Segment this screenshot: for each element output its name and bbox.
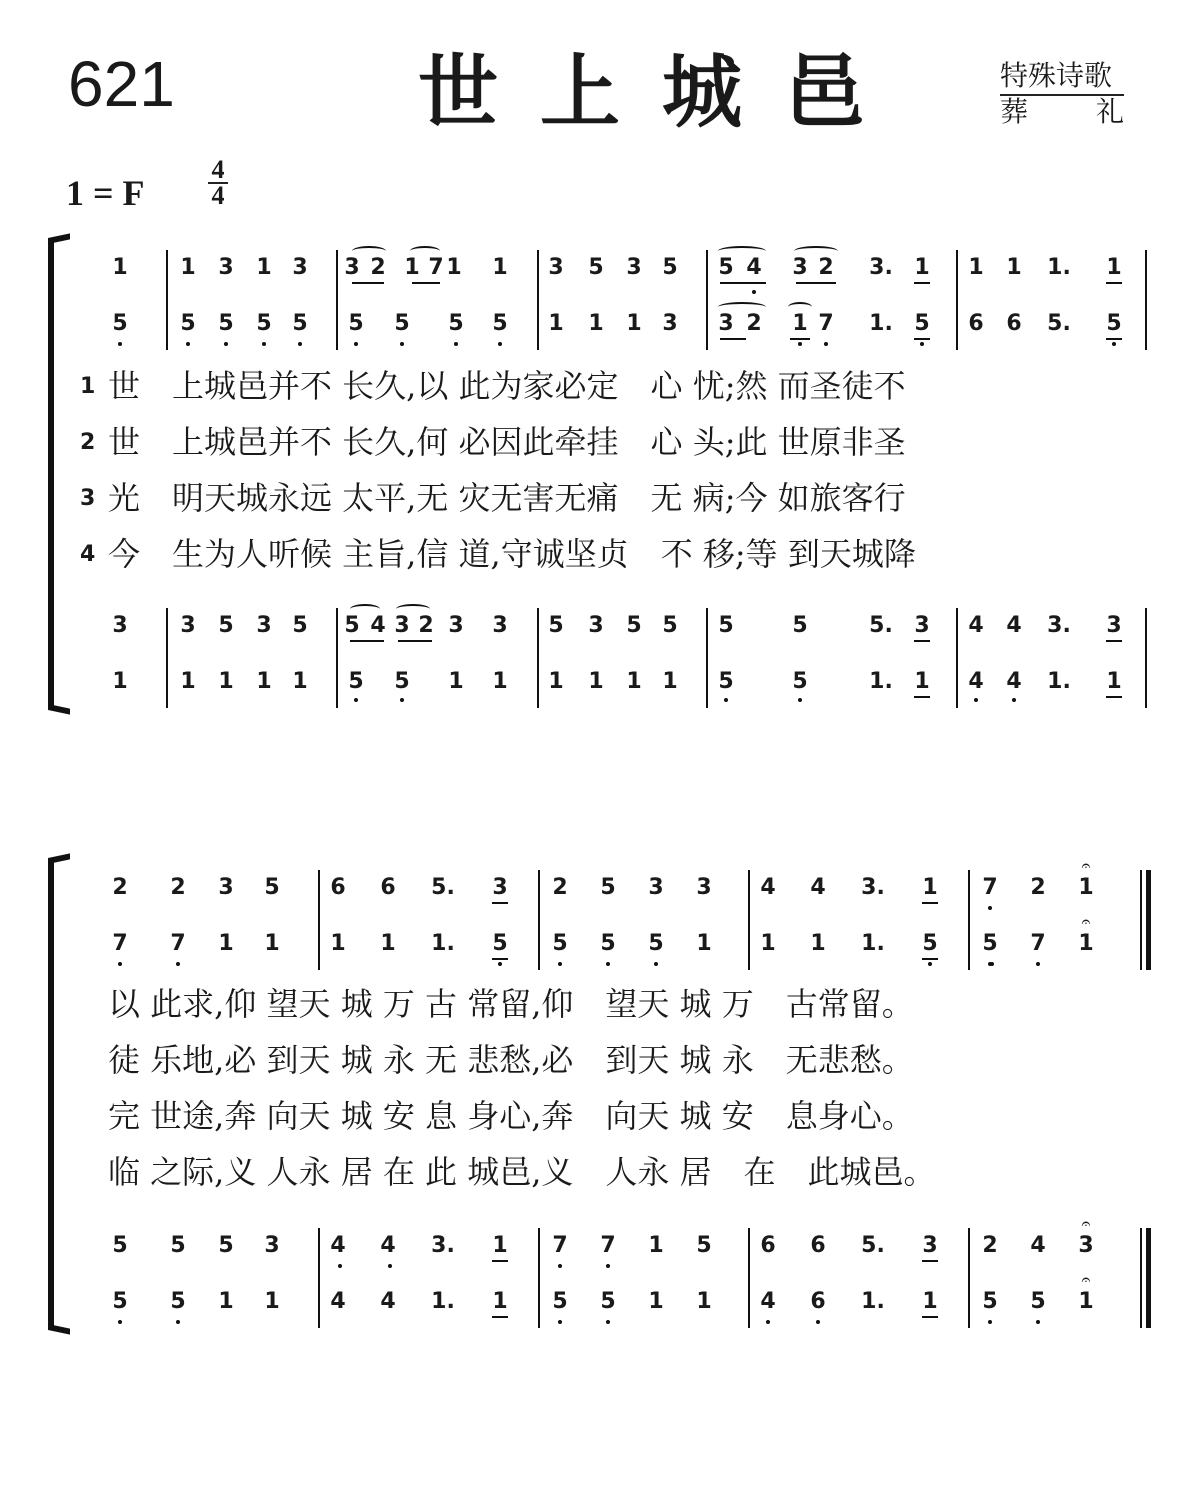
octave-dot (354, 698, 358, 702)
note: 3 (180, 613, 196, 638)
octave-dot (752, 290, 756, 294)
octave-dot (990, 962, 994, 966)
note: 5 (600, 1289, 616, 1314)
note: 4 (330, 1289, 346, 1314)
lyric-line: 以 此求,仰 望天 城 万 古 常留,仰 望天 城 万 古常留。 (108, 985, 914, 1023)
eighth-underline (922, 958, 938, 960)
note: 3 (264, 1233, 280, 1258)
note: 3. (1047, 613, 1071, 638)
note: 5 (448, 311, 464, 336)
octave-dot (298, 342, 302, 346)
note: 5 (170, 1233, 186, 1258)
note: 3. (869, 255, 893, 280)
octave-dot (118, 342, 122, 346)
time-signature (208, 155, 228, 210)
note: 2 (1030, 875, 1046, 900)
note: 3 (662, 311, 678, 336)
note: 5 (170, 1289, 186, 1314)
barline (318, 870, 320, 970)
note: 5 (552, 931, 568, 956)
octave-dot (988, 1320, 992, 1324)
note: 1 (264, 1289, 280, 1314)
hymn-title: 世上城邑 (418, 45, 906, 139)
eighth-underline (720, 282, 766, 284)
octave-dot (974, 698, 978, 702)
note: 5 (1030, 1289, 1046, 1314)
note: 3 (718, 311, 734, 336)
note: 5 (112, 1233, 128, 1258)
note: 3 (394, 613, 410, 638)
note: 5. (861, 1233, 885, 1258)
eighth-underline (352, 282, 384, 284)
note: 1 (648, 1233, 664, 1258)
note: 4 (330, 1233, 346, 1258)
barline (166, 250, 168, 350)
note: 3 (344, 255, 360, 280)
note: 1 (492, 255, 508, 280)
octave-dot (558, 1320, 562, 1324)
note: 5 (264, 875, 280, 900)
barline (537, 250, 539, 350)
note: 1 (922, 1289, 938, 1314)
note: 6 (810, 1289, 826, 1314)
eighth-underline (492, 902, 508, 904)
lyric-line: 世 上城邑并不 长久,何 必因此牵挂 心 头;此 世原非圣 (108, 423, 906, 461)
note: 4 (968, 613, 984, 638)
barline (538, 1228, 540, 1328)
verse-number: 4 (80, 542, 96, 567)
note: 1 (914, 669, 930, 694)
eighth-underline (492, 958, 508, 960)
note: 7 (1030, 931, 1046, 956)
barline (956, 608, 958, 708)
eighth-underline (790, 338, 810, 340)
note: 5 (718, 613, 734, 638)
note: 3 (492, 613, 508, 638)
octave-dot (1112, 342, 1116, 346)
note: 1 (1078, 931, 1094, 956)
slur-icon (350, 604, 380, 614)
note: 3 (914, 613, 930, 638)
note: 1 (662, 669, 678, 694)
note: 1 (380, 931, 396, 956)
octave-dot (338, 1264, 342, 1268)
note: 1 (810, 931, 826, 956)
octave-dot (498, 962, 502, 966)
lyric-line: 光 明天城永远 太平,无 灾无害无痛 无 病;今 如旅客行 (108, 479, 906, 517)
slur-icon (794, 246, 838, 256)
octave-dot (798, 342, 802, 346)
octave-dot (354, 342, 358, 346)
note: 5 (394, 311, 410, 336)
slur-icon (352, 246, 386, 256)
note: 5 (218, 613, 234, 638)
note: 1 (696, 931, 712, 956)
note: 2 (982, 1233, 998, 1258)
barline (318, 1228, 320, 1328)
octave-dot (606, 1264, 610, 1268)
eighth-underline (796, 282, 836, 284)
barline (1140, 1228, 1142, 1328)
eighth-underline (398, 640, 432, 642)
note: 5 (256, 311, 272, 336)
octave-dot (654, 962, 658, 966)
eighth-underline (1106, 696, 1122, 698)
eighth-underline (1106, 282, 1122, 284)
note: 6 (380, 875, 396, 900)
octave-dot (1036, 962, 1040, 966)
note: 1. (431, 1289, 455, 1314)
octave-dot (816, 1320, 820, 1324)
note: 3 (218, 255, 234, 280)
fermata-icon: 𝄐 (1081, 856, 1091, 875)
category-label (1000, 60, 1124, 128)
note: 1 (696, 1289, 712, 1314)
note: 5 (982, 1289, 998, 1314)
note: 3 (1078, 1233, 1094, 1258)
note: 1 (760, 931, 776, 956)
barline (1145, 250, 1147, 350)
note: 1 (448, 669, 464, 694)
note: 7 (170, 931, 186, 956)
note: 7 (552, 1233, 568, 1258)
subcategory: 葬 礼 (1000, 95, 1124, 128)
lyric-line: 完 世途,奔 向天 城 安 息 身心,奔 向天 城 安 息身心。 (108, 1097, 914, 1135)
verse-number: 2 (80, 430, 96, 455)
note: 1 (180, 255, 196, 280)
barline (537, 608, 539, 708)
octave-dot (606, 1320, 610, 1324)
note: 3. (861, 875, 885, 900)
system-bracket (48, 858, 70, 1330)
note: 1 (1106, 255, 1122, 280)
note: 5 (552, 1289, 568, 1314)
slur-icon (410, 246, 440, 256)
barline (968, 1228, 970, 1328)
eighth-underline (914, 338, 930, 340)
note: 3 (448, 613, 464, 638)
note: 6 (760, 1233, 776, 1258)
note: 3 (626, 255, 642, 280)
note: 5. (431, 875, 455, 900)
barline (166, 608, 168, 708)
note: 1 (264, 931, 280, 956)
lyric-line: 临 之际,义 人永 居 在 此 城邑,义 人永 居 在 此城邑。 (108, 1153, 936, 1191)
note: 1 (256, 255, 272, 280)
note: 2 (818, 255, 834, 280)
eighth-underline (914, 640, 930, 642)
octave-dot (224, 342, 228, 346)
note: 1 (914, 255, 930, 280)
octave-dot (824, 342, 828, 346)
note: 5 (718, 255, 734, 280)
time-signature-bottom: 4 (211, 181, 225, 210)
octave-dot (766, 1320, 770, 1324)
note: 1 (180, 669, 196, 694)
note: 5 (982, 931, 998, 956)
note: 4 (380, 1233, 396, 1258)
eighth-underline (914, 696, 930, 698)
note: 3 (1106, 613, 1122, 638)
note: 1 (112, 669, 128, 694)
note: 1 (968, 255, 984, 280)
note: 3 (218, 875, 234, 900)
fermata-icon: 𝄐 (1081, 912, 1091, 931)
eighth-underline (412, 282, 440, 284)
note: 3 (548, 255, 564, 280)
eighth-underline (350, 640, 384, 642)
note: 5 (292, 613, 308, 638)
note: 5. (1047, 311, 1071, 336)
octave-dot (118, 1320, 122, 1324)
note: 3. (431, 1233, 455, 1258)
note: 4 (1006, 613, 1022, 638)
note: 1 (548, 669, 564, 694)
eighth-underline (922, 1260, 938, 1262)
octave-dot (454, 342, 458, 346)
note: 5 (112, 311, 128, 336)
octave-dot (118, 962, 122, 966)
note: 3 (112, 613, 128, 638)
note: 1 (492, 669, 508, 694)
barline (1140, 870, 1142, 970)
eighth-underline (922, 1316, 938, 1318)
octave-dot (186, 342, 190, 346)
octave-dot (558, 1264, 562, 1268)
note: 7 (600, 1233, 616, 1258)
note: 3 (292, 255, 308, 280)
octave-dot (388, 1264, 392, 1268)
octave-dot (606, 962, 610, 966)
note: 5 (348, 311, 364, 336)
barline (706, 250, 708, 350)
note: 1 (1006, 255, 1022, 280)
octave-dot (1012, 698, 1016, 702)
barline (706, 608, 708, 708)
octave-dot (920, 342, 924, 346)
note: 4 (1006, 669, 1022, 694)
note: 5 (1106, 311, 1122, 336)
note: 3 (648, 875, 664, 900)
eighth-underline (492, 1316, 508, 1318)
note: 7 (112, 931, 128, 956)
note: 1. (861, 931, 885, 956)
note: 5 (648, 931, 664, 956)
barline (968, 870, 970, 970)
barline (748, 1228, 750, 1328)
octave-dot (262, 342, 266, 346)
note: 5 (348, 669, 364, 694)
octave-dot (724, 698, 728, 702)
note: 1 (626, 669, 642, 694)
note: 1 (330, 931, 346, 956)
note: 5 (792, 669, 808, 694)
note: 1 (492, 1289, 508, 1314)
note: 5 (662, 255, 678, 280)
note: 4 (760, 875, 776, 900)
note: 7 (428, 255, 444, 280)
note: 4 (1030, 1233, 1046, 1258)
barline (748, 870, 750, 970)
note: 3 (492, 875, 508, 900)
note: 4 (810, 875, 826, 900)
time-signature-top: 4 (211, 155, 225, 184)
fermata-icon: 𝄐 (1081, 1270, 1091, 1289)
eighth-underline (720, 338, 746, 340)
note: 4 (380, 1289, 396, 1314)
note: 1 (588, 669, 604, 694)
eighth-underline (1106, 640, 1122, 642)
note: 1 (218, 1289, 234, 1314)
octave-dot (498, 342, 502, 346)
octave-dot (400, 342, 404, 346)
lyric-line: 徒 乐地,必 到天 城 永 无 悲愁,必 到天 城 永 无悲愁。 (108, 1041, 914, 1079)
note: 5 (922, 931, 938, 956)
note: 5 (718, 669, 734, 694)
note: 1 (922, 875, 938, 900)
note: 1 (218, 669, 234, 694)
eighth-underline (922, 902, 938, 904)
lyric-line: 今 生为人听候 主旨,信 道,守诚坚贞 不 移;等 到天城降 (108, 535, 916, 573)
note: 1 (548, 311, 564, 336)
note: 3 (256, 613, 272, 638)
note: 1 (626, 311, 642, 336)
note: 3 (696, 875, 712, 900)
note: 4 (968, 669, 984, 694)
note: 1 (218, 931, 234, 956)
barline (538, 870, 540, 970)
note: 5. (869, 613, 893, 638)
note: 6 (1006, 311, 1022, 336)
note: 1 (648, 1289, 664, 1314)
note: 3 (922, 1233, 938, 1258)
note: 5 (626, 613, 642, 638)
note: 1 (404, 255, 420, 280)
final-barline (1146, 1228, 1151, 1328)
note: 2 (370, 255, 386, 280)
note: 2 (112, 875, 128, 900)
slur-icon (718, 302, 766, 312)
note: 1. (1047, 255, 1071, 280)
note: 5 (792, 613, 808, 638)
octave-dot (928, 962, 932, 966)
verse-number: 1 (80, 374, 96, 399)
note: 1 (588, 311, 604, 336)
note: 4 (746, 255, 762, 280)
note: 5 (696, 1233, 712, 1258)
final-barline (1146, 870, 1151, 970)
note: 1 (492, 1233, 508, 1258)
note: 5 (218, 1233, 234, 1258)
octave-dot (798, 698, 802, 702)
eighth-underline (1106, 338, 1122, 340)
note: 5 (662, 613, 678, 638)
lyric-line: 世 上城邑并不 长久,以 此为家必定 心 忧;然 而圣徒不 (108, 367, 906, 405)
note: 1 (256, 669, 272, 694)
barline (956, 250, 958, 350)
note: 3 (588, 613, 604, 638)
note: 2 (746, 311, 762, 336)
octave-dot (1036, 1320, 1040, 1324)
note: 4 (370, 613, 386, 638)
note: 6 (968, 311, 984, 336)
note: 5 (600, 875, 616, 900)
note: 1 (1078, 875, 1094, 900)
system-bracket (48, 238, 70, 710)
note: 5 (394, 669, 410, 694)
barline (336, 250, 338, 350)
hymn-number: 621 (68, 48, 175, 120)
note: 1. (861, 1289, 885, 1314)
octave-dot (176, 1320, 180, 1324)
note: 3 (792, 255, 808, 280)
note: 5 (600, 931, 616, 956)
eighth-underline (492, 1260, 508, 1262)
octave-dot (558, 962, 562, 966)
note: 5 (548, 613, 564, 638)
note: 6 (810, 1233, 826, 1258)
note: 1 (792, 311, 808, 336)
slur-icon (718, 246, 766, 256)
note: 2 (418, 613, 434, 638)
note: 7 (818, 311, 834, 336)
note: 5 (344, 613, 360, 638)
key-signature: 1 = F (66, 173, 145, 213)
note: 5 (588, 255, 604, 280)
note: 1 (112, 255, 128, 280)
note: 1 (1078, 1289, 1094, 1314)
note: 5 (218, 311, 234, 336)
note: 5 (914, 311, 930, 336)
verse-number: 3 (80, 486, 96, 511)
eighth-underline (914, 282, 930, 284)
note: 1 (446, 255, 462, 280)
note: 5 (112, 1289, 128, 1314)
note: 1 (292, 669, 308, 694)
slur-icon (396, 604, 430, 614)
octave-dot (176, 962, 180, 966)
note: 5 (180, 311, 196, 336)
note: 1. (431, 931, 455, 956)
note: 1. (869, 311, 893, 336)
note: 5 (292, 311, 308, 336)
slur-icon (788, 302, 812, 312)
note: 2 (552, 875, 568, 900)
note: 6 (330, 875, 346, 900)
octave-dot (400, 698, 404, 702)
note: 5 (492, 311, 508, 336)
note: 4 (760, 1289, 776, 1314)
note: 2 (170, 875, 186, 900)
note: 1. (1047, 669, 1071, 694)
note: 7 (982, 875, 998, 900)
category: 特殊诗歌 (1000, 60, 1124, 96)
barline (1145, 608, 1147, 708)
barline (336, 608, 338, 708)
octave-dot (988, 906, 992, 910)
note: 1 (1106, 669, 1122, 694)
note: 5 (492, 931, 508, 956)
note: 1. (869, 669, 893, 694)
fermata-icon: 𝄐 (1081, 1214, 1091, 1233)
